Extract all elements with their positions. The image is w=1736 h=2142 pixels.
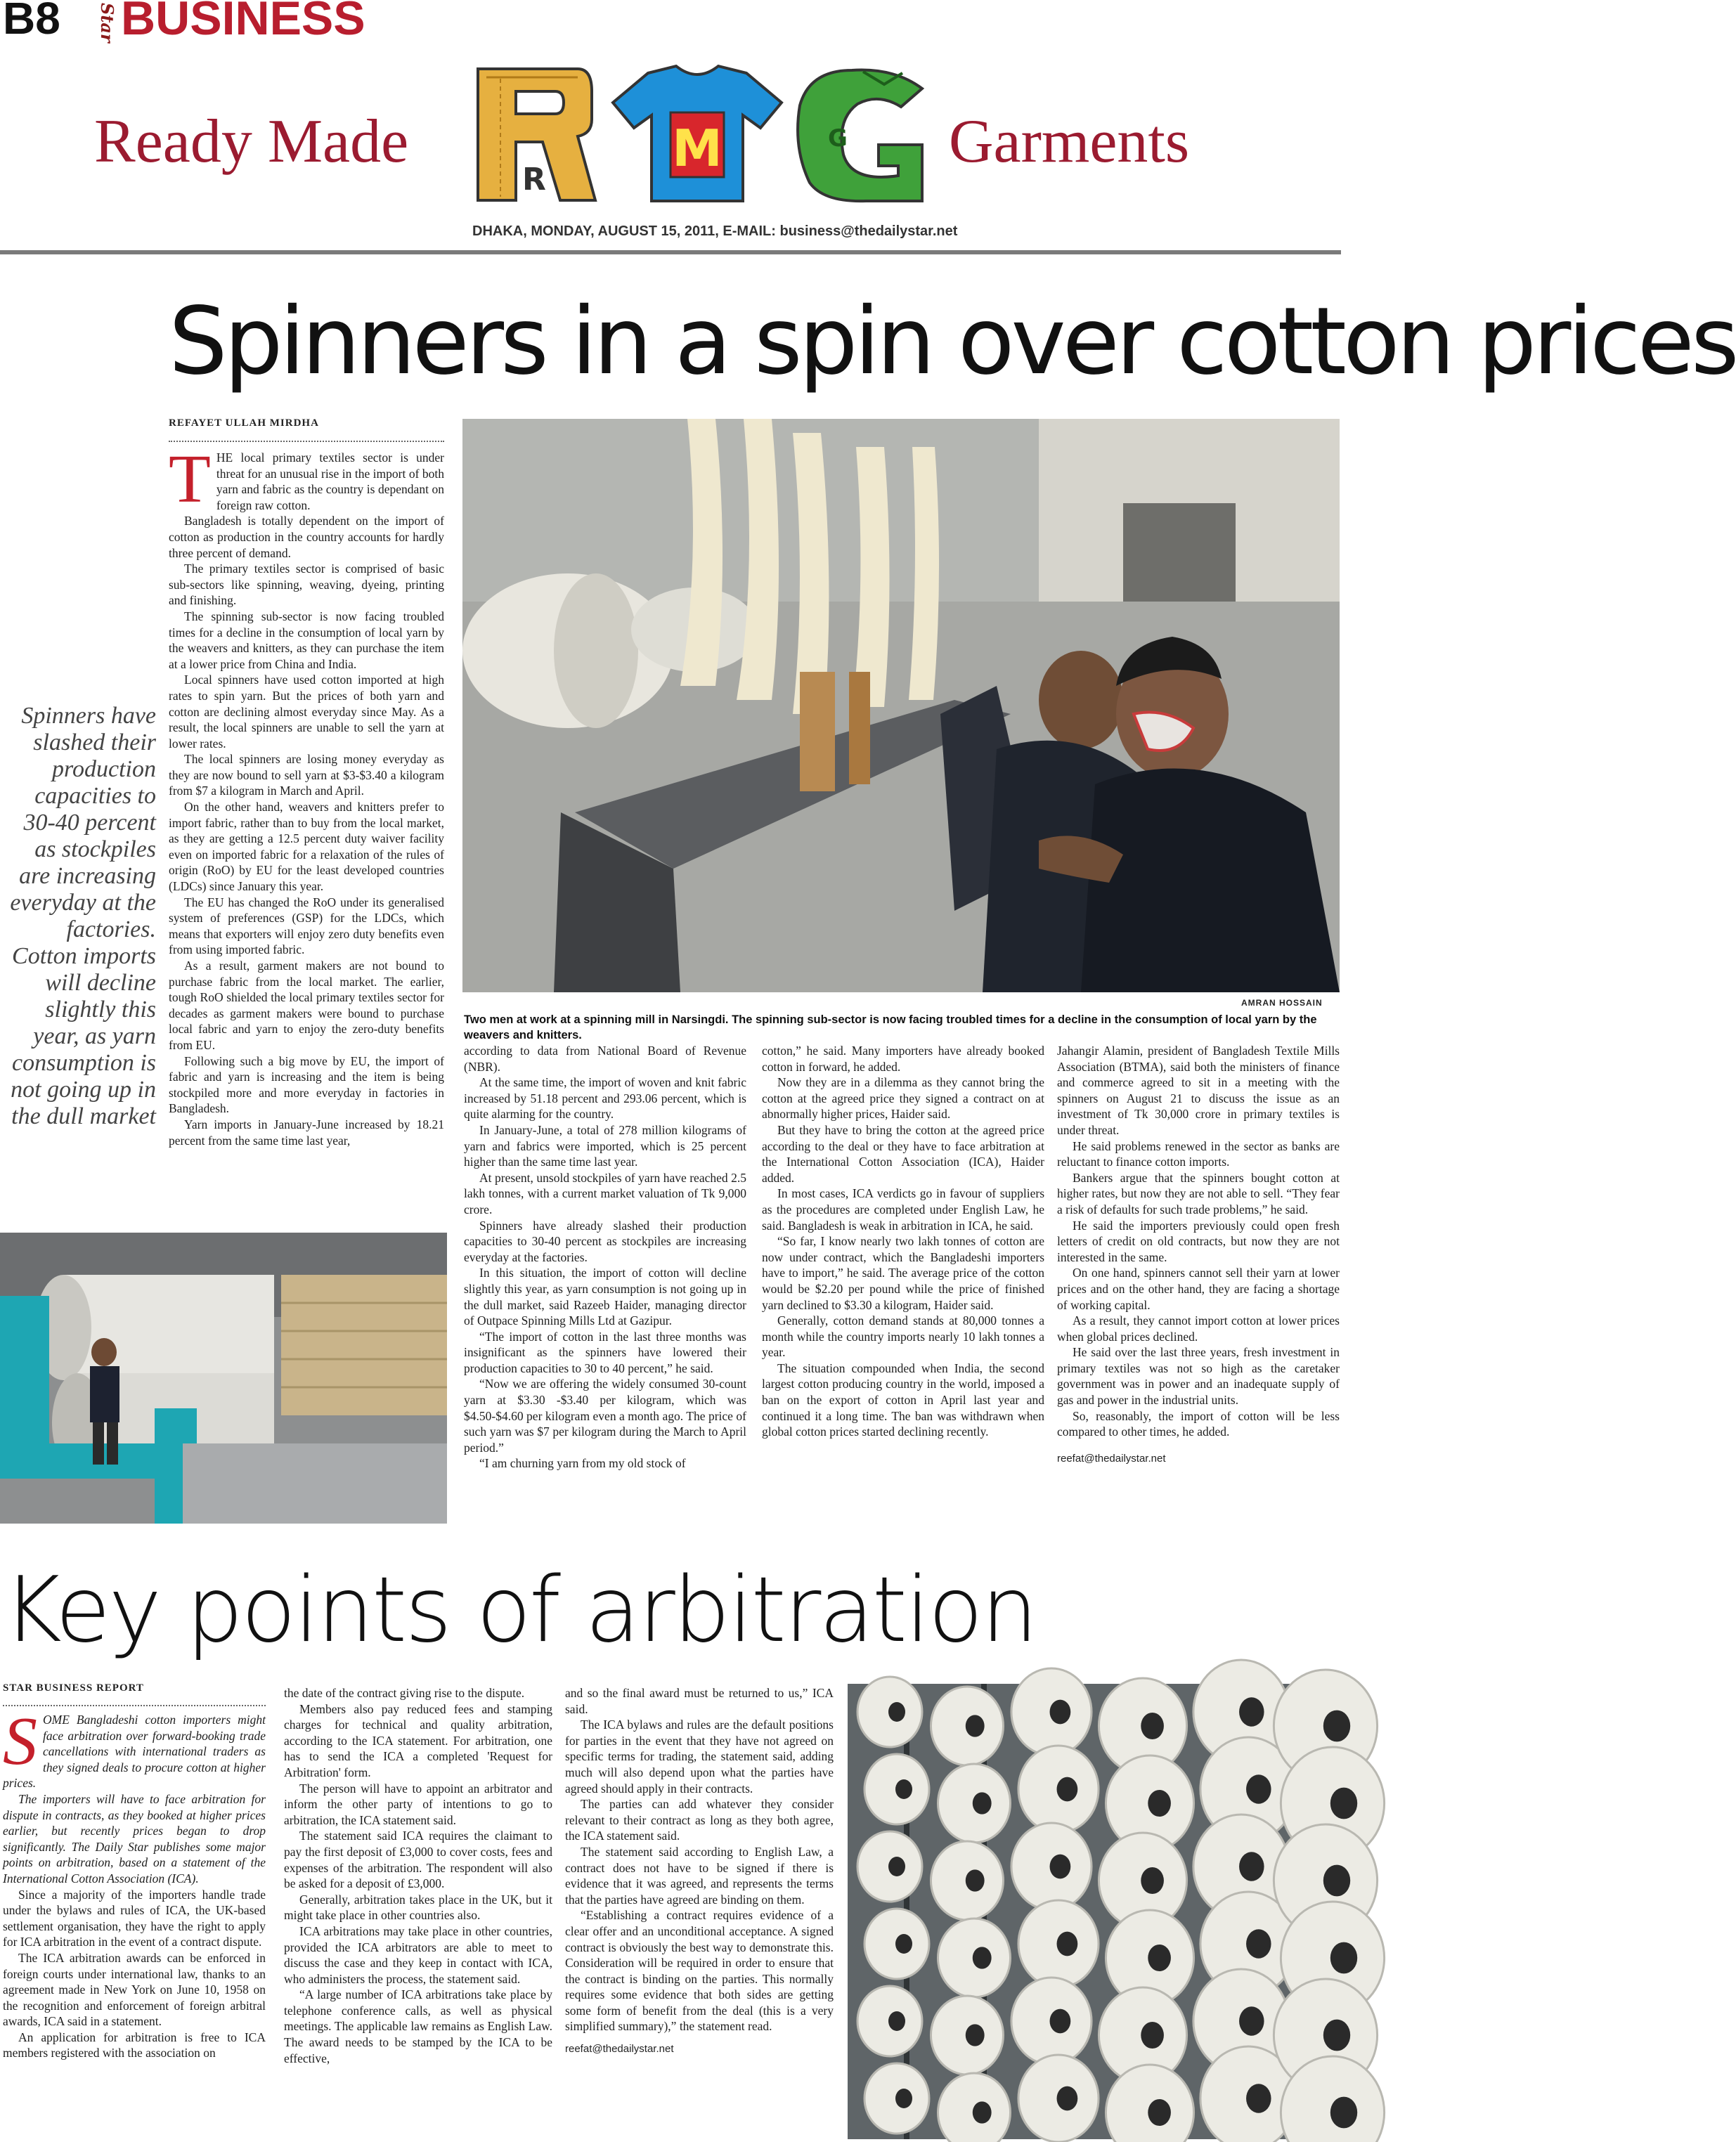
paragraph: Following such a big move by EU, the import of fabric and yarn is increasing and the item is being stockpiled more and more everyday in factories in Bangladesh. bbox=[169, 1053, 444, 1116]
paragraph: The statement said ICA requires the claimant to pay the first deposit of £3,000 to cover costs, fees and expenses of the arbitration. The respondent will also be asked for a deposit of £3,000. bbox=[284, 1829, 552, 1891]
paragraph: The parties can add whatever they consider relevant to their contract as long as they both agree, the ICA statement said. bbox=[565, 1797, 834, 1843]
story2-byline: STAR BUSINESS REPORT bbox=[3, 1682, 144, 1694]
paragraph: Since a majority of the importers handle trade under the bylaws and rules of ICA, the UK-based settlement organisation, they have the right to apply for ICA arbitration in the event of a contract dispute. bbox=[3, 1887, 266, 1949]
yarn-cone-hole bbox=[1141, 1713, 1164, 1739]
yarn-cone-hole bbox=[966, 1715, 985, 1737]
paragraph: Yarn imports in January-June increased by 18.21 percent from the same time last year, bbox=[169, 1117, 444, 1148]
paragraph: ICA arbitrations may take place in other countries, provided the ICA arbitrators are able to meet to discuss the case and they keep in contact with ICA, who administers the process, the statement said. bbox=[284, 1923, 552, 1986]
paragraph: The statement said according to English Law, a contract does not have to be signed if there is evidence that it was agreed, and represents the terms that the parties have agreed are binding on them. bbox=[565, 1844, 834, 1907]
paragraph: “The import of cotton in the last three months was insignificant as the spinners have lowered their production capacities to 30 to 40 percent,” he said. bbox=[464, 1329, 746, 1375]
yarn-cone-hole bbox=[895, 1934, 912, 1954]
yarn-cone-hole bbox=[1330, 1788, 1357, 1819]
story1-byline: REFAYET ULLAH MIRDHA bbox=[169, 417, 319, 429]
banner-right-text: Garments bbox=[949, 108, 1190, 176]
yarn-cone-hole bbox=[1148, 1945, 1171, 1971]
trousers-letter-r-icon bbox=[478, 69, 595, 200]
yarn-cone-hole bbox=[1246, 1929, 1271, 1958]
paragraph: The local spinners are losing money everyday as they are now bound to sell yarn at $3-$3.40 a kilogram from $7 a kilogram in March and April. bbox=[169, 752, 444, 798]
paragraph: Members also pay reduced fees and stamping charges for technical and quality arbitration, according to the ICA statement. For arbitration, one has to send the ICA a completed 'Request for Arbitration' form. bbox=[284, 1701, 552, 1779]
paragraph: The primary textiles sector is comprised of basic sub-sectors like spinning, weaving, dyeing, printing and finishing. bbox=[169, 562, 444, 608]
paragraph: according to data from National Board of Revenue (NBR). bbox=[464, 1044, 746, 1074]
paragraph: In most cases, ICA verdicts go in favour of suppliers as the procedures are completed under English Law, he said. Bangladesh is weak in arbitration in ICA, he said. bbox=[762, 1186, 1044, 1233]
dropcap: S bbox=[3, 1703, 37, 1779]
paragraph: In January-June, a total of 278 million kilograms of yarn and fabrics were imported, which is 25 percent higher than the same time last year. bbox=[464, 1122, 746, 1169]
letter-g: G bbox=[828, 124, 848, 152]
paragraph: The importers will have to face arbitration for dispute in contracts, as they booked at higher prices earlier, but recently prices began to drop significantly. The Daily Star publishes some major points on arbitration, based on a statement of the International Cotton Association (ICA). bbox=[3, 1791, 266, 1885]
paragraph: He said problems renewed in the sector as banks are reluctant to finance cotton imports. bbox=[1057, 1138, 1340, 1169]
yarn-cone-hole bbox=[1239, 2006, 1264, 2035]
paragraph: The EU has changed the RoO under its generalised system of preferences (GSP) for the LDCs, which means that exporters will enjoy zero duty benefits even from using imported fabric. bbox=[169, 895, 444, 957]
paragraph: On one hand, spinners cannot sell their yarn at lower prices and on the other hand, they are facing a shortage of working capital. bbox=[1057, 1266, 1340, 1312]
paragraph: The spinning sub-sector is now facing troubled times for a decline in the consumption of local yarn by the weavers and knitters, as they can purchase the item at a lower price from China and India. bbox=[169, 609, 444, 671]
yarn-cone-hole bbox=[888, 2011, 905, 2031]
paragraph: As a result, garment makers are not bound to purchase fabric from the local market. The earlier, tough RoO shielded the local primary textiles sector for decades as garment makers were bound to purchase local fabric and yarn to enjoy the zero-duty benefits from EU. bbox=[169, 959, 444, 1052]
letter-m: M bbox=[672, 119, 723, 178]
paragraph: “A large number of ICA arbitrations take place by telephone conference calls, as well as physical meetings. The applicable law remains as English Law. The award needs to be stamped by the ICA to be effective, bbox=[284, 1987, 552, 2065]
paragraph: cotton,” he said. Many importers have already booked cotton in forward, he added. bbox=[762, 1044, 1044, 1074]
story1-column-4 bbox=[1057, 1043, 1340, 1467]
tshirt-letter-m-icon bbox=[613, 66, 782, 201]
yarn-cone-hole bbox=[1323, 2020, 1350, 2051]
paragraph: Now they are in a dilemma as they cannot bring the cotton at the agreed price they signed a contract on at abnormally higher prices, Haider said. bbox=[762, 1075, 1044, 1122]
yarn-cone-hole bbox=[973, 1792, 992, 1814]
spinning-mill-photo bbox=[462, 419, 1340, 992]
paragraph: Bangladesh is totally dependent on the import of cotton as production in the country accounts for hardly three percent of demand. bbox=[169, 514, 444, 560]
paragraph: So, reasonably, the import of cotton will be less compared to other times, he added. bbox=[1057, 1408, 1340, 1439]
paragraph: the date of the contract giving rise to the dispute. bbox=[284, 1686, 525, 1700]
paragraph: As a result, they cannot import cotton at lower prices when global prices declined. bbox=[1057, 1313, 1340, 1344]
yarn-cone-hole bbox=[1050, 2009, 1071, 2034]
paragraph: THE local primary textiles sector is under threat for an unusual rise in the import of both yarn and fabric as the country is dependant on foreign raw cotton. bbox=[169, 441, 444, 517]
yarn-cone-hole bbox=[1057, 1932, 1078, 1956]
paragraph: At present, unsold stockpiles of yarn have reached 2.5 lakh tonnes, with a current market valuation of Tk 9,000 crore. bbox=[464, 1170, 746, 1216]
paragraph: “I am churning yarn from my old stock of bbox=[479, 1456, 686, 1471]
byline-divider bbox=[3, 1705, 266, 1706]
yarn-cone-hole bbox=[1323, 1711, 1350, 1742]
yarn-cone-hole bbox=[1148, 1790, 1171, 1817]
yarn-cone-hole bbox=[1141, 1867, 1164, 1894]
paragraph: Generally, cotton demand stands at 80,000 tonnes a month while the country imports nearly 10 lakh tonnes a year. bbox=[762, 1313, 1044, 1360]
paragraph: On the other hand, weavers and knitters prefer to import fabric, rather than to buy from the local market, as they are getting a 12.5 percent duty waiver facility even on imported fabric for a relaxation of the rules of origin (RoO) by EU for the least developed countries (LDCs) since January this year. bbox=[169, 800, 444, 894]
paragraph: SOME Bangladeshi cotton importers might face arbitration over forward-booking trade cancellations with international traders as they signed deals to procure cotton at higher prices. bbox=[3, 1703, 266, 1791]
yarn-cone-hole bbox=[1057, 2086, 1078, 2111]
paragraph: Jahangir Alamin, president of Bangladesh Textile Mills Association (BTMA), said both the ministers of finance and commerce agreed to sit in a meeting with the spinners on August 21 to discuss the issue as an investment of Tk 30,000 crore in primary textiles is under threat. bbox=[1057, 1044, 1340, 1137]
yarn-cone-hole bbox=[966, 1869, 985, 1891]
letter-r: R bbox=[522, 162, 546, 197]
star-logo: Star bbox=[97, 3, 117, 43]
shirt-letter-g-icon bbox=[798, 70, 922, 202]
story1-column-1 bbox=[169, 441, 444, 1148]
paragraph: Spinners have already slashed their production capacities to 30-40 percent as stockpiles are increasing everyday at the factories. bbox=[464, 1218, 746, 1264]
paragraph: The person will have to appoint an arbitrator and inform the other party of intentions to go to arbitration, the ICA statement said. bbox=[284, 1781, 552, 1827]
section-name: BUSINESS bbox=[121, 0, 365, 45]
page-number: B8 bbox=[3, 0, 60, 44]
paragraph: The ICA bylaws and rules are the default positions for parties in the event that they have not agreed on specific terms for trading, the statement said, adding much will also depend upon what the parties have agreed should apply in their contracts. bbox=[565, 1718, 834, 1796]
paragraph: Generally, arbitration takes place in the UK, but it might take place in other countries also. bbox=[284, 1892, 552, 1923]
paragraph: Bankers argue that the spinners bought cotton at higher rates, but now they are not able to sell. “They fear a risk of defaults for such trade problems,” he said. bbox=[1057, 1170, 1340, 1216]
yarn-cone-hole bbox=[1141, 2022, 1164, 2049]
yarn-cone-hole bbox=[966, 2024, 985, 2046]
author-email[interactable]: reefat@thedailystar.net bbox=[1057, 1452, 1166, 1465]
yarn-cone-hole bbox=[1239, 1697, 1264, 1726]
rmg-garment-letters bbox=[472, 63, 929, 204]
story2-column-3 bbox=[565, 1685, 834, 2058]
paragraph: The situation compounded when India, the second largest cotton producing country in the world, imposed a ban on the export of cotton in April last year and continued it a long time. The ban was withdrawn when global cotton prices started declining recently. bbox=[762, 1361, 1044, 1439]
yarn-cone-hole bbox=[973, 1947, 992, 1968]
paragraph: He said the importers previously could open fresh letters of credit on old contracts, but now they are not interested in the same. bbox=[1057, 1218, 1340, 1264]
yarn-cone-hole bbox=[1050, 1855, 1071, 1879]
yarn-cone-hole bbox=[1330, 1942, 1357, 1974]
dropcap: T bbox=[169, 441, 211, 517]
yarn-cone-hole bbox=[1246, 1774, 1271, 1803]
yarn-cone-hole bbox=[888, 1857, 905, 1876]
story2-column-1 bbox=[3, 1703, 266, 2061]
paragraph: “Now we are offering the widely consumed 30-count yarn at $3.30 -$3.40 per kilogram, which was $4.50-$4.60 per kilogram even a month ago. The price of such yarn was $7 per kilogram during the March to April period.” bbox=[464, 1377, 746, 1455]
story1-column-3 bbox=[762, 1043, 1044, 1440]
paragraph: “Establishing a contract requires evidence of a clear offer and an unconditional acceptance. A signed contract is obviously the best way to demonstrate this. Consideration will be required in order to ensure that the contract is binding on the parties. This normally requires some evidence that both sides are getting some form of benefit from the deal (this is a very simplified summary),” the statement read. bbox=[565, 1908, 834, 2034]
story2-column-2 bbox=[284, 1685, 552, 2066]
yarn-cone-hole bbox=[1148, 2099, 1171, 2126]
paragraph: In this situation, the import of cotton will decline slightly this year, as yarn consumption is not going up in the dull market, said Razeeb Haider, managing director of Outpace Spinning Mills Ltd at Gazipur. bbox=[464, 1266, 746, 1328]
yarn-cone-hole bbox=[1246, 2084, 1271, 2112]
paragraph: An application for arbitration is free to ICA members registered with the association on bbox=[3, 2030, 266, 2060]
yarn-cone-hole bbox=[1057, 1777, 1078, 1802]
yarn-cones-photo bbox=[848, 1684, 1340, 2139]
yarn-cone-hole bbox=[1323, 1865, 1350, 1897]
paragraph: “So far, I know nearly two lakh tonnes of cotton are now under contract, which the Bangladeshi importers have to import,” he said. The average price of the cotton would be $2.20 per pound while the price of finished yarn declined to $3.30 a kilogram, Haider said. bbox=[762, 1234, 1044, 1312]
yarn-cone-hole bbox=[895, 2089, 912, 2108]
masthead-divider bbox=[0, 250, 1341, 254]
yarn-cone-hole bbox=[1239, 1852, 1264, 1881]
photo-caption: Two men at work at a spinning mill in Narsingdi. The spinning sub-sector is now facing troubled times for a decline in the consumption of local yarn by the weavers and knitters. bbox=[464, 1013, 1317, 1041]
story1-headline: Spinners in a spin over cotton prices bbox=[169, 287, 1736, 396]
paragraph: He said over the last three years, fresh investment in primary textiles was not so high as the caretaker government was in power and an inadequate supply of gas and power in the industrial units. bbox=[1057, 1345, 1340, 1408]
banner-left-text: Ready Made bbox=[94, 108, 409, 176]
paragraph: But they have to bring the cotton at the agreed price according to the deal or they have to face arbitration at the International Cotton Association (ICA), Haider added. bbox=[762, 1122, 1044, 1185]
yarn-cone-hole bbox=[1330, 2097, 1357, 2129]
yarn-cone-hole bbox=[1050, 1700, 1071, 1725]
yarn-cone-hole bbox=[888, 1702, 905, 1722]
pull-quote: Spinners have slashed their production capacities to 30-40 percent as stockpiles are increasing everyday at the factories. Cotton imports will decline slightly this year, as yarn consumption is not going up in the dull market bbox=[10, 703, 156, 1129]
author-email[interactable]: reefat@thedailystar.net bbox=[565, 2043, 674, 2056]
photo-credit: AMRAN HOSSAIN bbox=[1241, 998, 1323, 1008]
story1-column-2 bbox=[464, 1043, 746, 1472]
paragraph: Local spinners have used cotton imported at high rates to spin yarn. But the prices of both yarn and cotton are declining almost everyday since May. As a result, the local spinners are unable to sell the yarn at lower rates. bbox=[169, 673, 444, 751]
dateline: DHAKA, MONDAY, AUGUST 15, 2011, E-MAIL: business@thedailystar.net bbox=[472, 223, 958, 239]
textile-machine-photo bbox=[0, 1233, 447, 1524]
paragraph: The ICA arbitration awards can be enforced in foreign courts under international law, thanks to an agreement made in New York on June 10, 1958 on the recognition and enforcement of foreign arbitral awards, ICA said in a statement. bbox=[3, 1950, 266, 2029]
paragraph: and so the final award must be returned to us,” ICA said. bbox=[565, 1686, 834, 1716]
story2-headline: Key points of arbitration bbox=[3, 1558, 1036, 1663]
paragraph: At the same time, the import of woven and knit fabric increased by 51.18 percent and 293.06 percent, which is quite alarming for the country. bbox=[464, 1075, 746, 1122]
yarn-cone-hole bbox=[973, 2101, 992, 2123]
yarn-cone-hole bbox=[895, 1779, 912, 1799]
